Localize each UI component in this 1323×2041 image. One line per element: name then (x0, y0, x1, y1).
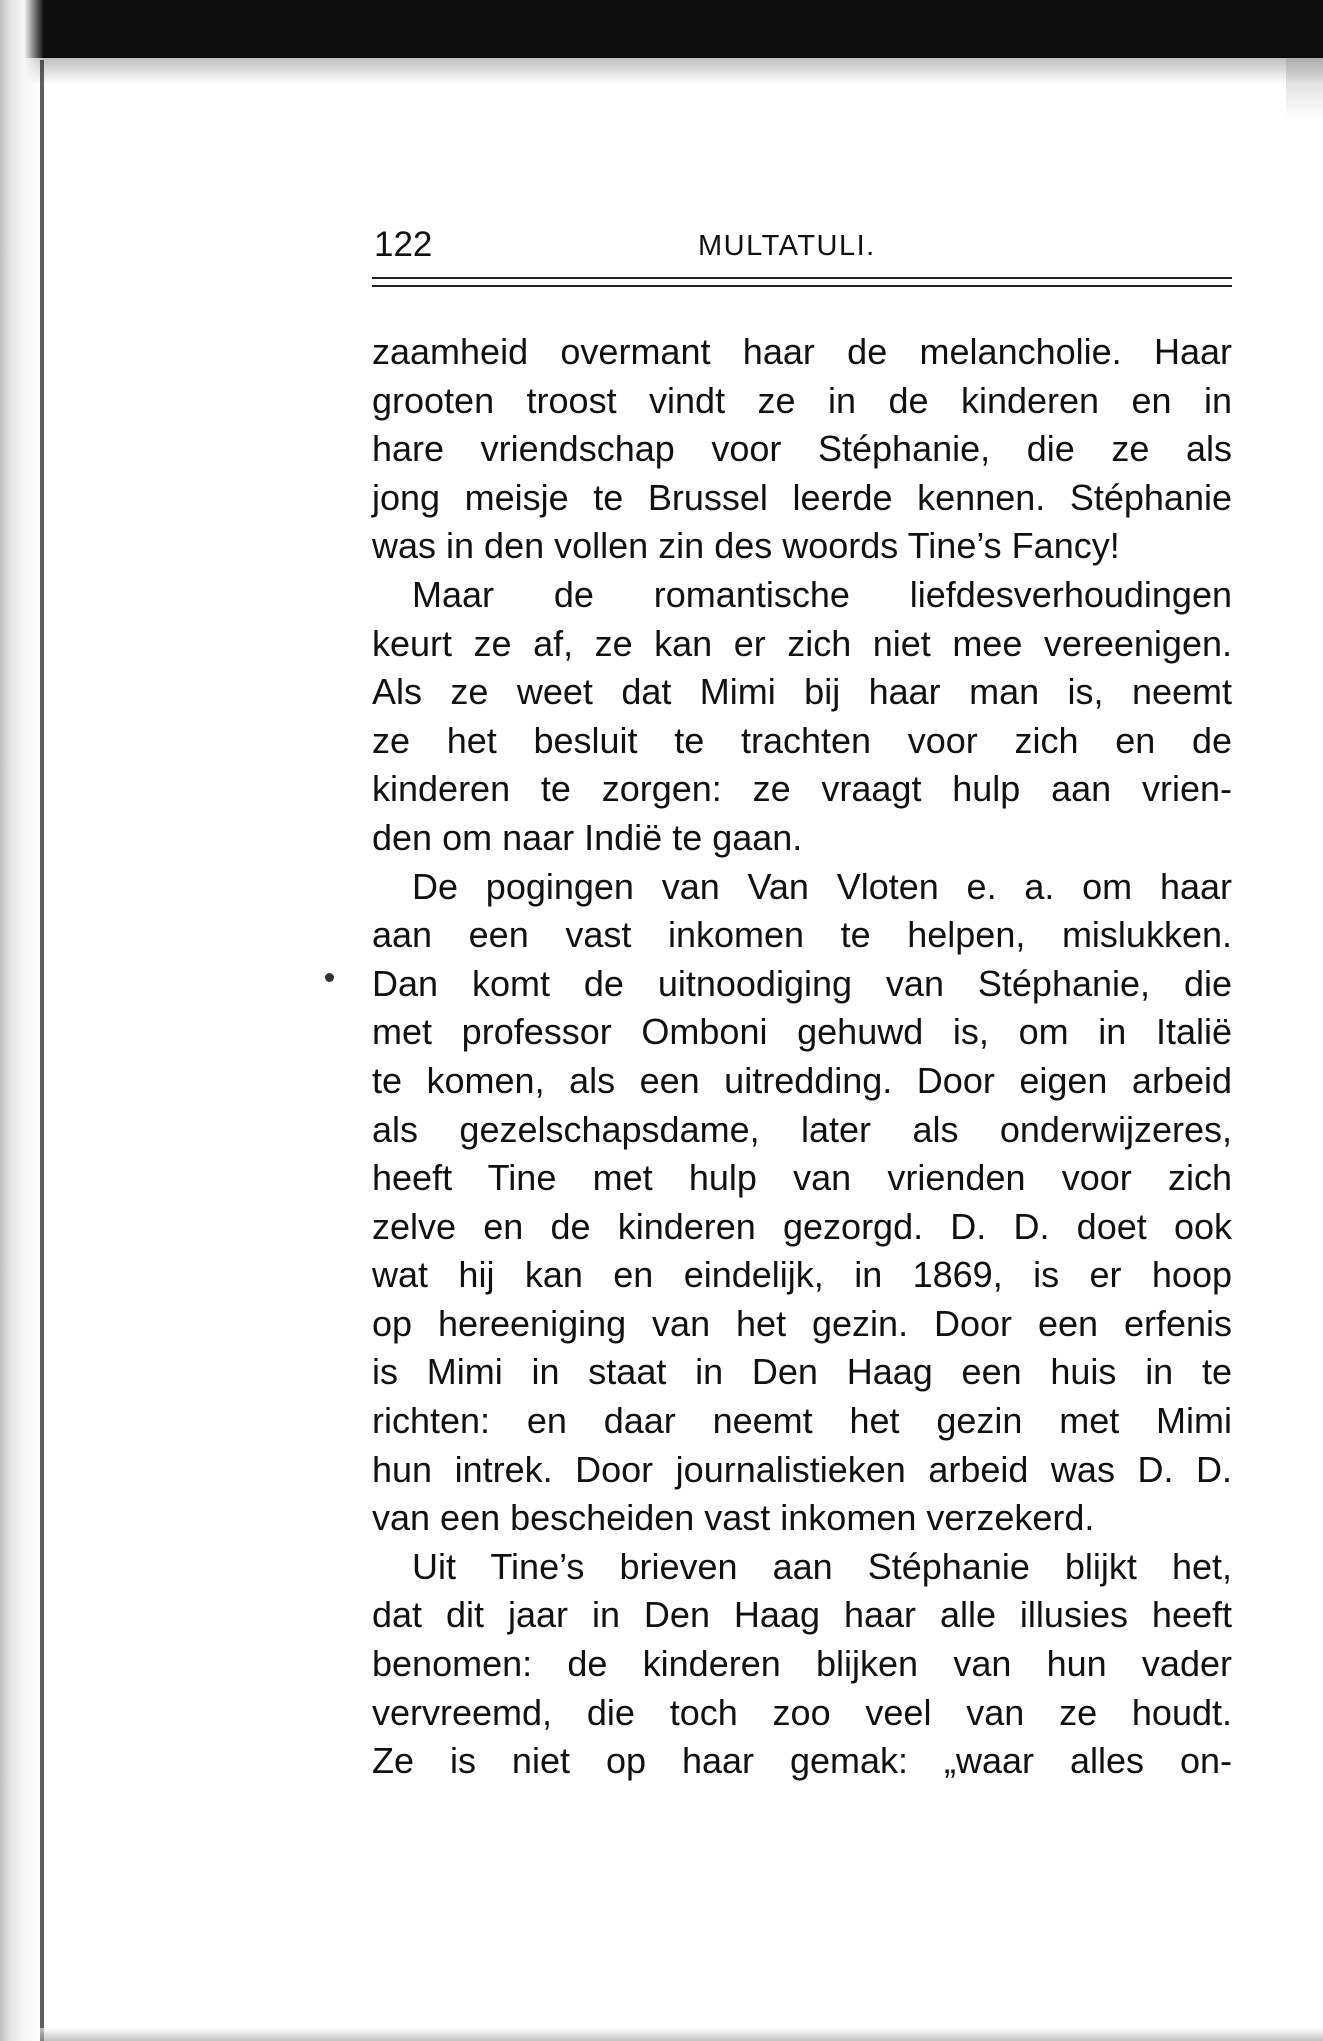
text-line: dat dit jaar in Den Haag haar alle illusies heeft (372, 1594, 1232, 1636)
text-line: keurt ze af, ze kan er zich niet mee vereenigen. (372, 622, 1232, 664)
scan-page-edge (40, 60, 44, 2041)
text-line: kinderen te zorgen: ze vraagt hulp aan vrien- (372, 768, 1232, 810)
margin-ink-speck (325, 973, 334, 982)
header-rule-top (372, 277, 1232, 279)
paragraph-start-line: Uit Tine’s brieven aan Stéphanie blijkt het, (412, 1545, 1232, 1587)
text-line: den om naar Indië te gaan. (372, 816, 803, 858)
text-line: jong meisje te Brussel leerde kennen. Stéphanie (372, 476, 1232, 518)
paragraph-start-line: De pogingen van Van Vloten e. a. om haar (412, 865, 1232, 907)
text-line: hare vriendschap voor Stéphanie, die ze als (372, 428, 1232, 470)
body-text (372, 328, 1232, 1786)
text-line: als gezelschapsdame, later als onderwijzeres, (372, 1108, 1232, 1150)
header-rule-bottom (372, 285, 1232, 287)
text-line: met professor Omboni gehuwd is, om in Italië (372, 1011, 1232, 1053)
text-line: aan een vast inkomen te helpen, mislukken. (372, 914, 1232, 956)
paragraph-start-line: Maar de romantische liefdesverhoudingen (412, 573, 1232, 615)
text-line: grooten troost vindt ze in de kinderen en in (372, 379, 1232, 421)
text-line: ze het besluit te trachten voor zich en de (372, 719, 1232, 761)
text-line: zaamheid overmant haar de melancholie. Haar (372, 331, 1232, 372)
text-line: benomen: de kinderen blijken van hun vader (372, 1643, 1232, 1685)
scan-top-shadow (0, 58, 1323, 84)
text-line: wat hij kan en eindelijk, in 1869, is er hoop (372, 1254, 1232, 1296)
page-number: 122 (374, 225, 433, 264)
text-line: hun intrek. Door journalistieken arbeid was D. D. (372, 1448, 1232, 1490)
text-line: Als ze weet dat Mimi bij haar man is, neemt (372, 671, 1232, 713)
text-line: op hereeniging van het gezin. Door een erfenis (372, 1302, 1232, 1344)
running-head: MULTATULI. (698, 230, 876, 262)
text-line: te komen, als een uitredding. Door eigen arbeid (372, 1059, 1232, 1101)
text-line: Dan komt de uitnoodiging van Stéphanie, die (372, 962, 1232, 1004)
text-line: zelve en de kinderen gezorgd. D. D. doet ook (372, 1205, 1232, 1247)
scan-left-margin (0, 0, 44, 2041)
scan-top-border (0, 0, 1323, 58)
text-line: heeft Tine met hulp van vrienden voor zich (372, 1157, 1232, 1199)
text-line: is Mimi in staat in Den Haag een huis in te (372, 1351, 1232, 1393)
text-line: Ze is niet op haar gemak: „waar alles on- (372, 1740, 1232, 1782)
text-line: vervreemd, die toch zoo veel van ze houdt. (372, 1691, 1232, 1733)
text-line: was in den vollen zin des woords Tine’s Fancy! (372, 525, 1120, 567)
scan-right-corner-shadow (1286, 58, 1323, 118)
text-line: van een bescheiden vast inkomen verzekerd. (372, 1497, 1095, 1539)
text-line: richten: en daar neemt het gezin met Mimi (372, 1400, 1232, 1442)
scan-bottom-edge (40, 2028, 1323, 2041)
